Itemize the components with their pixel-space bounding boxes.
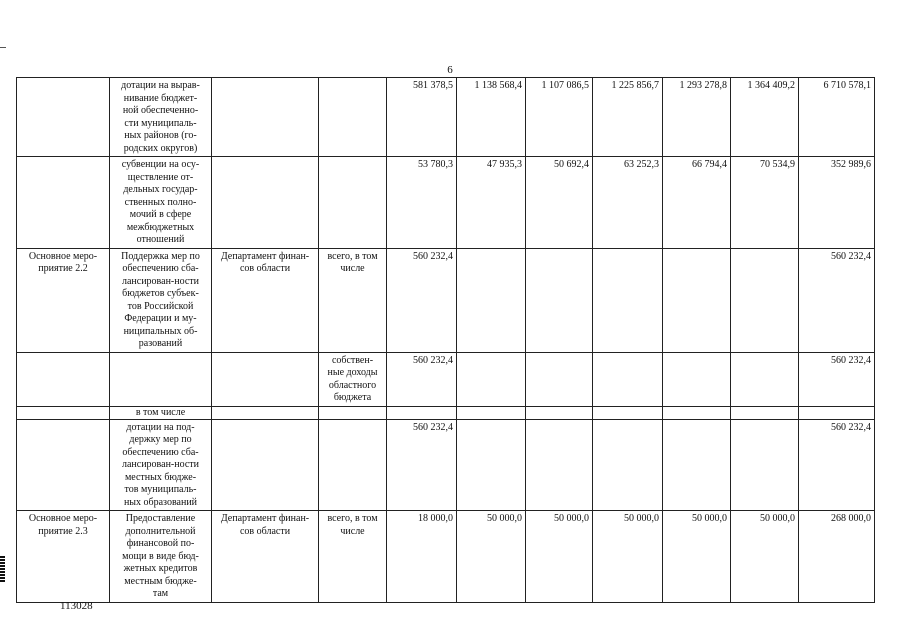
executor-cell: Департамент финан- сов области xyxy=(212,511,319,603)
scan-margin-mark xyxy=(0,47,6,48)
executor-cell xyxy=(212,352,319,406)
activity-name-cell xyxy=(110,352,212,406)
value-cell xyxy=(593,419,663,511)
total-cell: 268 000,0 xyxy=(799,511,875,603)
document-code: 113028 xyxy=(60,600,93,612)
value-cell xyxy=(663,406,731,419)
value-cell: 70 534,9 xyxy=(731,157,799,249)
value-cell xyxy=(457,406,526,419)
value-cell: 50 000,0 xyxy=(457,511,526,603)
funding-source-cell: всего, в том числе xyxy=(319,511,387,603)
value-cell xyxy=(526,406,593,419)
total-cell: 560 232,4 xyxy=(799,248,875,352)
activity-name-cell: дотации на вырав- нивание бюджет- ной обеспеченно- сти муниципаль- ных районов (го- родских округов) xyxy=(110,78,212,157)
page-number: 6 xyxy=(447,64,453,76)
value-cell: 66 794,4 xyxy=(663,157,731,249)
value-cell: 47 935,3 xyxy=(457,157,526,249)
value-cell xyxy=(593,406,663,419)
value-cell: 581 378,5 xyxy=(387,78,457,157)
value-cell: 1 293 278,8 xyxy=(663,78,731,157)
total-cell xyxy=(799,406,875,419)
value-cell xyxy=(457,419,526,511)
value-cell xyxy=(663,419,731,511)
funding-source-cell xyxy=(319,157,387,249)
value-cell xyxy=(526,352,593,406)
table-row xyxy=(17,248,875,352)
value-cell xyxy=(457,352,526,406)
value-cell xyxy=(731,419,799,511)
measure-cell xyxy=(17,352,110,406)
value-cell xyxy=(387,406,457,419)
value-cell: 50 692,4 xyxy=(526,157,593,249)
table-row xyxy=(17,157,875,249)
value-cell xyxy=(593,352,663,406)
value-cell: 63 252,3 xyxy=(593,157,663,249)
value-cell: 50 000,0 xyxy=(731,511,799,603)
in-total-label: в том числе xyxy=(110,406,212,419)
total-cell: 560 232,4 xyxy=(799,352,875,406)
value-cell: 50 000,0 xyxy=(593,511,663,603)
value-cell xyxy=(593,248,663,352)
value-cell xyxy=(457,248,526,352)
value-cell: 560 232,4 xyxy=(387,248,457,352)
table-row xyxy=(17,78,875,157)
table-row xyxy=(17,419,875,511)
funding-source-cell: всего, в том числе xyxy=(319,248,387,352)
activity-name-cell: Поддержка мер по обеспечению сба- лансирован-ности бюджетов субъек- тов Российской Федерации и му- ниципальных об- разований xyxy=(110,248,212,352)
measure-cell xyxy=(17,419,110,511)
budget-table xyxy=(16,77,875,603)
value-cell xyxy=(526,248,593,352)
value-cell xyxy=(731,248,799,352)
measure-cell xyxy=(17,406,110,419)
value-cell xyxy=(663,352,731,406)
executor-cell xyxy=(212,419,319,511)
funding-source-cell xyxy=(319,406,387,419)
value-cell: 560 232,4 xyxy=(387,419,457,511)
measure-cell xyxy=(17,157,110,249)
total-cell: 6 710 578,1 xyxy=(799,78,875,157)
value-cell: 53 780,3 xyxy=(387,157,457,249)
table-row xyxy=(17,511,875,603)
value-cell xyxy=(731,352,799,406)
funding-source-cell: собствен- ные доходы областного бюджета xyxy=(319,352,387,406)
executor-cell xyxy=(212,78,319,157)
table-row xyxy=(17,352,875,406)
scan-barcode-mark xyxy=(0,556,5,582)
activity-name-cell: дотации на под- держку мер по обеспечению сба- лансирован-ности местных бюдже- тов муниципаль- ных образований xyxy=(110,419,212,511)
measure-cell: Основное меро- приятие 2.3 xyxy=(17,511,110,603)
value-cell xyxy=(526,419,593,511)
executor-cell xyxy=(212,157,319,249)
value-cell: 50 000,0 xyxy=(526,511,593,603)
value-cell: 18 000,0 xyxy=(387,511,457,603)
total-cell: 352 989,6 xyxy=(799,157,875,249)
value-cell xyxy=(663,248,731,352)
value-cell: 560 232,4 xyxy=(387,352,457,406)
value-cell: 1 364 409,2 xyxy=(731,78,799,157)
value-cell: 1 107 086,5 xyxy=(526,78,593,157)
measure-cell: Основное меро- приятие 2.2 xyxy=(17,248,110,352)
funding-source-cell xyxy=(319,419,387,511)
total-cell: 560 232,4 xyxy=(799,419,875,511)
value-cell: 1 225 856,7 xyxy=(593,78,663,157)
funding-source-cell xyxy=(319,78,387,157)
value-cell xyxy=(731,406,799,419)
value-cell: 1 138 568,4 xyxy=(457,78,526,157)
measure-cell xyxy=(17,78,110,157)
activity-name-cell: субвенции на осу- ществление от- дельных государ- ственных полно- мочий в сфере межбюджетных отношений xyxy=(110,157,212,249)
table-row xyxy=(17,406,875,419)
executor-cell: Департамент финан- сов области xyxy=(212,248,319,352)
activity-name-cell: Предоставление дополнительной финансовой по- мощи в виде бюд- жетных кредитов местным бюдже- там xyxy=(110,511,212,603)
value-cell: 50 000,0 xyxy=(663,511,731,603)
executor-cell xyxy=(212,406,319,419)
